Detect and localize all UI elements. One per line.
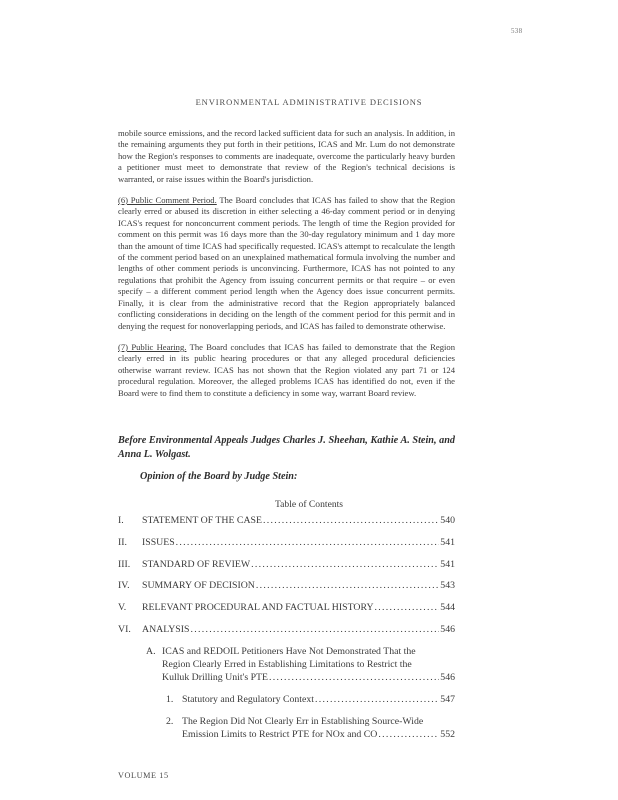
toc-leader-dots [378, 728, 439, 741]
toc-subentry-2 [118, 715, 455, 741]
toc-entry-label: ICAS and REDOIL Petitioners Have Not Demonstrated That the [162, 645, 416, 657]
toc-entry-page: 540 [440, 515, 455, 526]
toc-leader-dots [263, 514, 439, 527]
toc-entry-label: Kulluk Drilling Unit's PTE [162, 672, 268, 684]
toc-entry [118, 514, 455, 527]
toc-entry-label: Statutory and Regulatory Context [182, 693, 314, 705]
toc-entry-label: ANALYSIS [142, 623, 190, 635]
toc-entry-label: STATEMENT OF THE CASE [142, 515, 262, 526]
judges-line: Before Environmental Appeals Judges Charles J. Sheehan, Kathie A. Stein, and Anna L. Wolgast. [118, 435, 455, 460]
toc-entry-page: 546 [440, 623, 455, 635]
opinion-line: Opinion of the Board by Judge Stein: [140, 471, 298, 482]
toc-leader-dots [269, 671, 439, 684]
toc-entry-label: RELEVANT PROCEDURAL AND FACTUAL HISTORY [142, 602, 374, 614]
toc-entry-number: II. [118, 536, 127, 548]
toc-leader-dots [176, 536, 440, 549]
toc-entry-label: ISSUES [142, 536, 175, 548]
toc-entry-number: IV. [118, 580, 130, 592]
toc-subentry-line: Region Clearly Erred in Establishing Limitations to Restrict the [162, 658, 412, 670]
paragraph-mobile-source: mobile source emissions, and the record lacked sufficient data for such an analysis. In addition, in the remaining arguments they put forth in their petitions, ICAS and Mr. Lum do not demonstrate how the Region's responses to comments are inadequate, overcome the particularly heavy burden a petitioner must meet to demonstrate that review of the Region's technical decisions is warranted, or raise issues within the Board's jurisdiction. [118, 128, 455, 184]
toc-subentry-line [118, 645, 455, 658]
toc-entry [118, 579, 455, 592]
toc-leader-dots [315, 693, 439, 706]
toc-entry-page: 541 [440, 558, 455, 570]
toc-leader-dots [251, 558, 439, 571]
toc-subentry-line [118, 671, 455, 684]
toc-title: Table of Contents [274, 499, 344, 510]
public-comment-period-heading: (6) Public Comment Period. [118, 195, 217, 206]
public-comment-period-text: The Board concludes that ICAS has failed to show that the Region clearly erred or abused its discretion in either selecting a 46-day comment period or in denying ICAS's request for nonconcurrent comment periods. The length of time the Region provided for comment on this permit was 16 days more than the 30-day regulatory minimum and 1 day more than the amount of time ICAS had specifically requested. ICAS's attempt to recalculate the length of the comment period based on an unexplained mathematical formula involving the number and lengths of other comment periods is unconvincing. Furthermore, ICAS has not pointed to any regulations that prohibit the Agency from issuing concurrent permits or that require – or even specify – a different comment period length when the Agency does issue concurrent permits. Finally, it is clear from the administrative record that the Region appropriately balanced conflicting considerations in deciding on the length of the comment period for this permit and in denying the request for nonoverlapping periods, and ICAS has failed to demonstrate otherwise. [118, 195, 456, 331]
toc-entry-label: STANDARD OF REVIEW [142, 558, 251, 570]
page-number: 538 [511, 27, 523, 35]
running-head: ENVIRONMENTAL ADMINISTRATIVE DECISIONS [195, 97, 423, 107]
toc-entry-number: 1. [166, 693, 174, 705]
toc-entry [118, 601, 455, 614]
toc-entry-page: 547 [440, 693, 455, 705]
toc-subentry-line [118, 728, 455, 741]
toc-entry [118, 623, 455, 636]
paragraph-public-hearing [118, 342, 455, 399]
toc-entry-page: 552 [440, 728, 455, 740]
toc-entry-number: 2. [166, 715, 174, 727]
toc-entry-label: The Region Did Not Clearly Err in Establishing Source-Wide [182, 715, 424, 727]
volume-footer: VOLUME 15 [118, 771, 169, 780]
body-text [118, 128, 455, 399]
toc-entry-label: Emission Limits to Restrict PTE for NOx and CO [182, 728, 378, 740]
toc-entry-page: 544 [440, 602, 455, 614]
paragraph-public-comment-period [118, 195, 455, 332]
toc-entry-number: I. [118, 515, 124, 526]
toc-entry-number: III. [118, 558, 131, 570]
toc-entry-page: 546 [440, 672, 455, 684]
toc-leader-dots [190, 623, 439, 636]
toc-entry [118, 536, 455, 549]
table-of-contents [118, 514, 455, 750]
toc-subentry-a [118, 645, 455, 685]
toc-subentry-line [118, 715, 455, 728]
toc-subentry-1 [118, 693, 455, 706]
public-hearing-heading: (7) Public Hearing. [118, 341, 187, 352]
toc-entry-label: SUMMARY OF DECISION [142, 580, 255, 592]
toc-entry [118, 558, 455, 571]
toc-leader-dots [375, 601, 440, 614]
toc-entry-number: V. [118, 602, 127, 614]
public-hearing-text: The Board concludes that ICAS has failed to demonstrate that the Region clearly erred in its public hearing procedures or that any alleged procedural deficiencies otherwise warrant review. ICAS has not shown that the Region violated any part 71 or 124 procedural regulation. Moreover, the alleged problems ICAS has identified do not, even if the Board were to find them to constitute a deficiency in some way, warrant Board review. [118, 341, 455, 398]
toc-entry-number: A. [146, 645, 156, 657]
toc-entry-number: VI. [118, 623, 131, 635]
toc-entry-page: 543 [440, 580, 455, 592]
toc-leader-dots [256, 579, 439, 592]
toc-entry-page: 541 [440, 536, 455, 548]
